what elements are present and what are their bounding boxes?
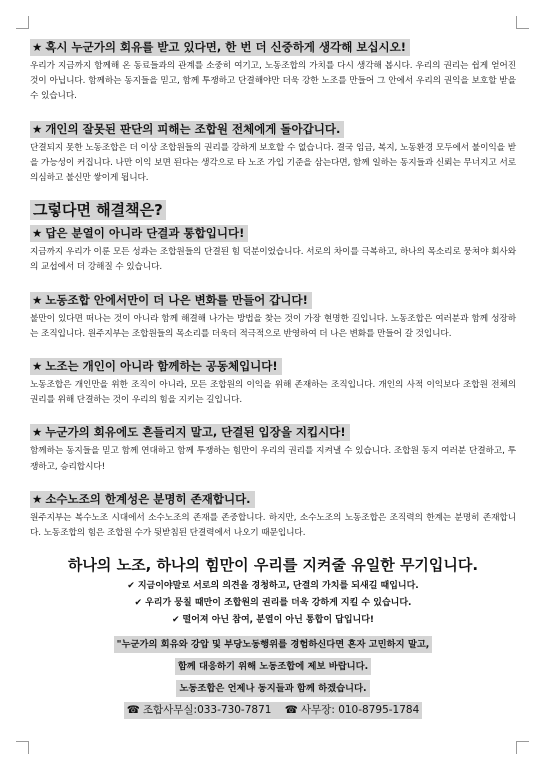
page-corner-mark xyxy=(16,741,29,754)
star-icon: ★ xyxy=(32,425,43,440)
section-heading: ★ 소수노조의 한계성은 분명히 존재합니다. xyxy=(30,491,255,508)
star-icon: ★ xyxy=(32,121,43,136)
star-icon: ★ xyxy=(32,40,43,54)
report-notice xyxy=(30,632,516,720)
section-minority-union-limits xyxy=(30,488,516,541)
section-heading: ★ 노조는 개인이 아니라 함께하는 공동체입니다! xyxy=(30,358,282,375)
star-icon: ★ xyxy=(32,359,43,374)
section-body: 노동조합은 개인만을 위한 조직이 아니라, 모든 조합원의 이익을 위해 존재하는 조직입니다. 개인의 사적 이익보다 조합원 전체의 권리를 위해 단결하는 것이 우리의 힘을 지키는 길입니다. xyxy=(30,380,516,406)
check-list xyxy=(30,578,516,629)
section-change-within-union xyxy=(30,289,516,342)
section-unity-answer xyxy=(30,222,516,275)
notice-line: "누군가의 회유와 강압 및 부당노동행위를 경험하신다면 혼자 고민하지 말고, xyxy=(114,636,433,653)
section-body: 함께하는 동지들을 믿고 함께 연대하고 함께 투쟁하는 힘만이 우리의 권리를 지켜낼 수 있습니다. 조합원 동지 여러분 단결하고, 투쟁하고, 승리합시다! xyxy=(30,446,516,472)
section-body: 원주지부는 복수노조 시대에서 소수노조의 존재를 존중합니다. 하지만, 소수노조의 노동조합은 조직력의 한계는 분명히 존재합니다. 노동조합의 힘은 조합원 수가 뒷받침된 단결력에서 나오기 때문입니다. xyxy=(30,512,516,539)
check-icon: ✔ xyxy=(171,615,180,626)
notice-line: 함께 대응하기 위해 노동조합에 제보 바랍니다. xyxy=(175,658,371,675)
section-stay-united xyxy=(30,421,516,474)
list-item: ✔ 지금이야말로 서로의 의견을 경청하고, 단결의 가치를 되새길 때입니다. xyxy=(127,581,419,592)
office-phone: 조합사무실:033-730-7871 xyxy=(142,704,272,717)
list-item: ✔ 떨어져 아닌 참여, 분열이 아닌 통합이 답입니다! xyxy=(171,615,375,626)
contact-info xyxy=(124,702,423,719)
section-community xyxy=(30,355,516,408)
page-corner-mark xyxy=(16,16,29,29)
section-heading: ★ 답은 분열이 아니라 단결과 통합입니다! xyxy=(30,225,248,242)
phone-icon: ☎ xyxy=(126,704,140,717)
section-heading: ★ 혹시 누군가의 회유를 받고 있다면, 한 번 더 신중하게 생각해 보십시오! xyxy=(30,39,410,56)
page-corner-mark xyxy=(516,16,529,29)
section-individual-harm xyxy=(30,118,516,187)
section-body: 단결되지 못한 노동조합은 더 이상 조합원들의 권리를 강하게 보호할 수 없습니다. 결국 임금, 복지, 노동환경 모두에서 불이익을 받을 가능성이 커집니다. 나만 이익 보면 된다는 생각으로 타 노조 가입 기준을 삼는다면, 함께 일하는 동지들과 신뢰는 무너지고 서로 의심하고 불신만 쌓이게 됩니다. xyxy=(30,142,516,184)
solution-question: 그렇다면 해결책은? xyxy=(30,200,166,220)
star-icon: ★ xyxy=(32,491,43,506)
check-icon: ✔ xyxy=(134,598,143,609)
secretary-phone: 사무장: 010-8795-1784 xyxy=(300,704,420,717)
list-item: ✔ 우리가 뭉칠 때만이 조합원의 권리를 더욱 강하게 지킬 수 있습니다. xyxy=(134,598,412,609)
star-icon: ★ xyxy=(32,226,43,241)
notice-line: 노동조합은 언제나 동지들과 함께 하겠습니다. xyxy=(176,680,369,697)
document-page xyxy=(30,36,516,720)
section-body: 불만이 있다면 떠나는 것이 아니라 함께 해결해 나가는 방법을 찾는 것이 가장 현명한 길입니다. 노동조합은 여러분과 함께 성장하는 조직입니다. 원주지부는 조합원들의 목소리를 더욱더 적극적으로 반영하여 더 나은 변화를 만들어 갈 것입니다. xyxy=(30,313,516,339)
section-persuasion-warning xyxy=(30,36,516,105)
section-heading: ★ 노동조합 안에서만이 더 나은 변화를 만들어 갑니다! xyxy=(30,292,312,309)
section-body: 지금까지 우리가 이룬 모든 성과는 조합원들의 단결된 힘 덕분이었습니다. 서로의 차이를 극복하고, 하나의 목소리로 뭉쳐야 회사와의 교섭에서 더 강해질 수 있습니다. xyxy=(30,247,516,273)
check-icon: ✔ xyxy=(127,581,135,592)
page-corner-mark xyxy=(516,741,529,754)
star-icon: ★ xyxy=(32,292,43,307)
section-heading: ★ 누군가의 회유에도 흔들리지 말고, 단결된 입장을 지킵시다! xyxy=(30,424,350,441)
slogan: 하나의 노조, 하나의 힘만이 우리를 지켜줄 유일한 무기입니다. xyxy=(67,556,479,575)
section-heading: ★ 개인의 잘못된 판단의 피해는 조합원 전체에게 돌아갑니다. xyxy=(30,121,344,138)
section-body: 우리가 지금까지 함께해 온 동료들과의 관계를 소중히 여기고, 노동조합의 가치를 다시 생각해 봅시다. 우리의 권리는 쉽게 얻어진 것이 아닙니다. 함께하는 동지들을 믿고, 함께 투쟁하고 단결해야만 더욱 강한 노조를 만들어 그 안에서 우리의 권익을 보호할 받을 수 있습니다. xyxy=(30,61,516,102)
phone-icon: ☎ xyxy=(284,704,298,717)
